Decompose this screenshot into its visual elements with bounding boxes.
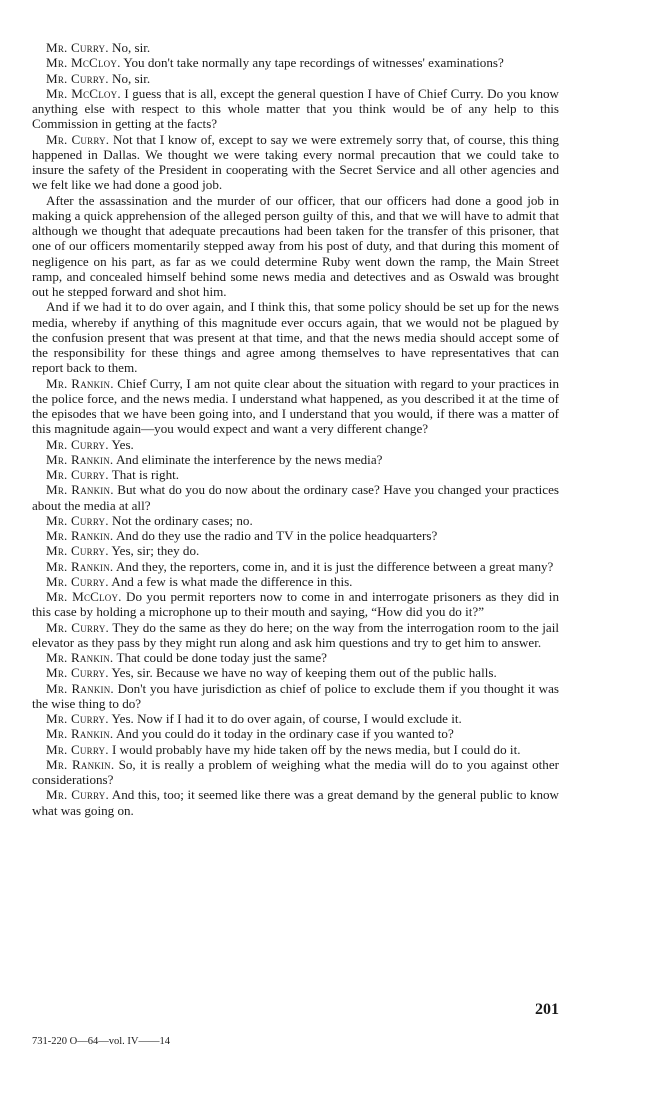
testimony-paragraph [32, 299, 559, 375]
testimony-paragraph [32, 467, 559, 482]
paragraph-text: That could be done today just the same? [113, 650, 327, 665]
paragraph-text: They do the same as they do here; on the way from the interrogation room to the jail elevator as they pass by they might run along and ask him questions and try to get him to answer. [32, 619, 559, 650]
speaker-name: Mr. Curry. [46, 70, 109, 86]
testimony-paragraph [32, 71, 559, 86]
speaker-name: Mr. Curry. [46, 436, 109, 452]
paragraph-text: And if we had it to do over again, and I think this, that some policy should be set up for the news media, whereby if anything of this magnitude ever occurs again, that we would not be plagued by the confusion present that was present at that time, and that the news media should accept some of the responsibility for these things and agree among themselves to have representatives that can report back to them. [32, 299, 559, 376]
paragraph-text: I guess that is all, except the general question I have of Chief Curry. Do you know anything else with respect to this whole matter that you think would be of any help to this Commission in getting at the facts? [32, 85, 559, 132]
testimony-paragraph [32, 757, 559, 788]
speaker-name: Mr. Curry. [46, 467, 109, 482]
testimony-paragraph [32, 620, 559, 651]
speaker-name: Mr. McCloy. [46, 55, 121, 71]
testimony-paragraph [32, 559, 559, 574]
testimony-paragraph [32, 376, 559, 437]
speaker-name: Mr. Rankin. [46, 528, 114, 543]
speaker-name: Mr. Rankin. [46, 375, 114, 391]
testimony-paragraph [32, 711, 559, 726]
speaker-name: Mr. Rankin. [46, 726, 114, 742]
testimony-paragraph [32, 787, 559, 818]
paragraph-text: And do they use the radio and TV in the police headquarters? [113, 528, 438, 543]
speaker-name: Mr. Curry. [46, 543, 109, 559]
speaker-name: Mr. Rankin. [46, 756, 115, 772]
speaker-name: Mr. McCloy. [46, 85, 121, 101]
paragraph-text: Yes. Now if I had it to do over again, of course, I would exclude it. [108, 711, 462, 726]
paragraph-text: And they, the reporters, come in, and it is just the difference between a great many? [113, 558, 554, 574]
speaker-name: Mr. Rankin. [46, 680, 114, 696]
print-footer: 731-220 O—64—vol. IV——14 [32, 1036, 170, 1047]
testimony-paragraph [32, 40, 559, 55]
paragraph-text: And this, too; it seemed like there was a great demand by the general public to know what was going on. [32, 787, 559, 818]
paragraph-text: Not the ordinary cases; no. [108, 512, 253, 528]
speaker-name: Mr. Curry. [46, 741, 109, 757]
paragraph-text: Chief Curry, I am not quite clear about the situation with regard to your practices in the police force, and the news media. I understand what happened, as you described it at the time of the episodes that we have been going into, and I understand that you would, if there was a matter of this magnitude again—you would expect and want a very different change? [32, 375, 559, 437]
paragraph-text: Don't you have jurisdiction as chief of police to exclude them if you thought it was the wise thing to do? [32, 680, 559, 711]
speaker-name: Mr. Curry. [46, 131, 110, 147]
testimony-paragraph [32, 589, 559, 620]
speaker-name: Mr. Rankin. [46, 451, 114, 467]
testimony-paragraph [32, 132, 559, 193]
paragraph-text: No, sir. [108, 70, 151, 86]
testimony-paragraph [32, 452, 559, 467]
testimony-paragraph [32, 665, 559, 680]
testimony-paragraph [32, 742, 559, 757]
testimony-paragraph [32, 726, 559, 741]
testimony-paragraph [32, 55, 559, 70]
speaker-name: Mr. Curry. [46, 40, 109, 55]
paragraph-text: And you could do it today in the ordinary case if you wanted to? [113, 726, 454, 742]
paragraph-text: Yes, sir. Because we have no way of keeping them out of the public halls. [108, 665, 497, 681]
testimony-paragraph [32, 543, 559, 558]
paragraph-text: No, sir. [108, 40, 151, 55]
speaker-name: Mr. Curry. [46, 512, 109, 528]
paragraph-text: You don't take normally any tape recordings of witnesses' examinations? [120, 55, 504, 71]
speaker-name: Mr. Curry. [46, 619, 109, 635]
paragraph-text: Yes, sir; they do. [108, 543, 200, 559]
speaker-name: Mr. Rankin. [46, 558, 114, 574]
speaker-name: Mr. McCloy. [46, 589, 122, 604]
paragraph-text: And a few is what made the difference in this. [108, 573, 353, 589]
paragraph-text: Do you permit reporters now to come in and interrogate prisoners as they did in this case by holding a microphone up to their mouth and saying, “How did you do it?” [32, 589, 559, 620]
paragraph-text: Yes. [108, 436, 134, 452]
speaker-name: Mr. Curry. [46, 711, 109, 726]
testimony-paragraph [32, 193, 559, 300]
testimony-paragraph [32, 437, 559, 452]
paragraph-text: Not that I know of, except to say we were extremely sorry that, of course, this thing happened in Dallas. We thought we were taking every normal precaution that we could take to insure the safety of the President in cooperating with the Secret Service and all other agencies and we felt like we had done a good job. [32, 131, 559, 193]
testimony-paragraph [32, 482, 559, 513]
speaker-name: Mr. Curry. [46, 573, 109, 589]
paragraph-text: But what do you do now about the ordinary case? Have you changed your practices about the media at all? [32, 482, 559, 513]
paragraph-text: After the assassination and the murder of our officer, that our officers had done a good job in making a quick apprehension of the alleged person guilty of this, and that we will have to admit that although we thought that adequate precautions had been taken for the transfer of this prisoner, that one of our officers momentarily stepped away from his post of duty, and that during this moment of negligence on his part, as far as we could determine Ruby went down the ramp, the Main Street ramp, and concealed himself behind some news media and detectives and as Oswald was brought out he stepped forward and shot him. [32, 192, 559, 299]
page-number: 201 [535, 1001, 559, 1018]
testimony-paragraph [32, 86, 559, 132]
speaker-name: Mr. Rankin. [46, 482, 114, 498]
paragraph-text: So, it is really a problem of weighing what the media will do to you against other considerations? [32, 756, 559, 787]
testimony-paragraph [32, 528, 559, 543]
paragraph-text: I would probably have my hide taken off by the news media, but I could do it. [108, 741, 521, 757]
testimony-paragraph [32, 513, 559, 528]
testimony-paragraph [32, 574, 559, 589]
testimony-paragraph [32, 650, 559, 665]
paragraph-text: That is right. [108, 467, 180, 482]
paragraph-text: And eliminate the interference by the news media? [113, 451, 383, 467]
speaker-name: Mr. Rankin. [46, 650, 114, 665]
testimony-paragraph [32, 681, 559, 712]
transcript-body [32, 40, 559, 818]
speaker-name: Mr. Curry. [46, 787, 109, 803]
speaker-name: Mr. Curry. [46, 665, 109, 681]
